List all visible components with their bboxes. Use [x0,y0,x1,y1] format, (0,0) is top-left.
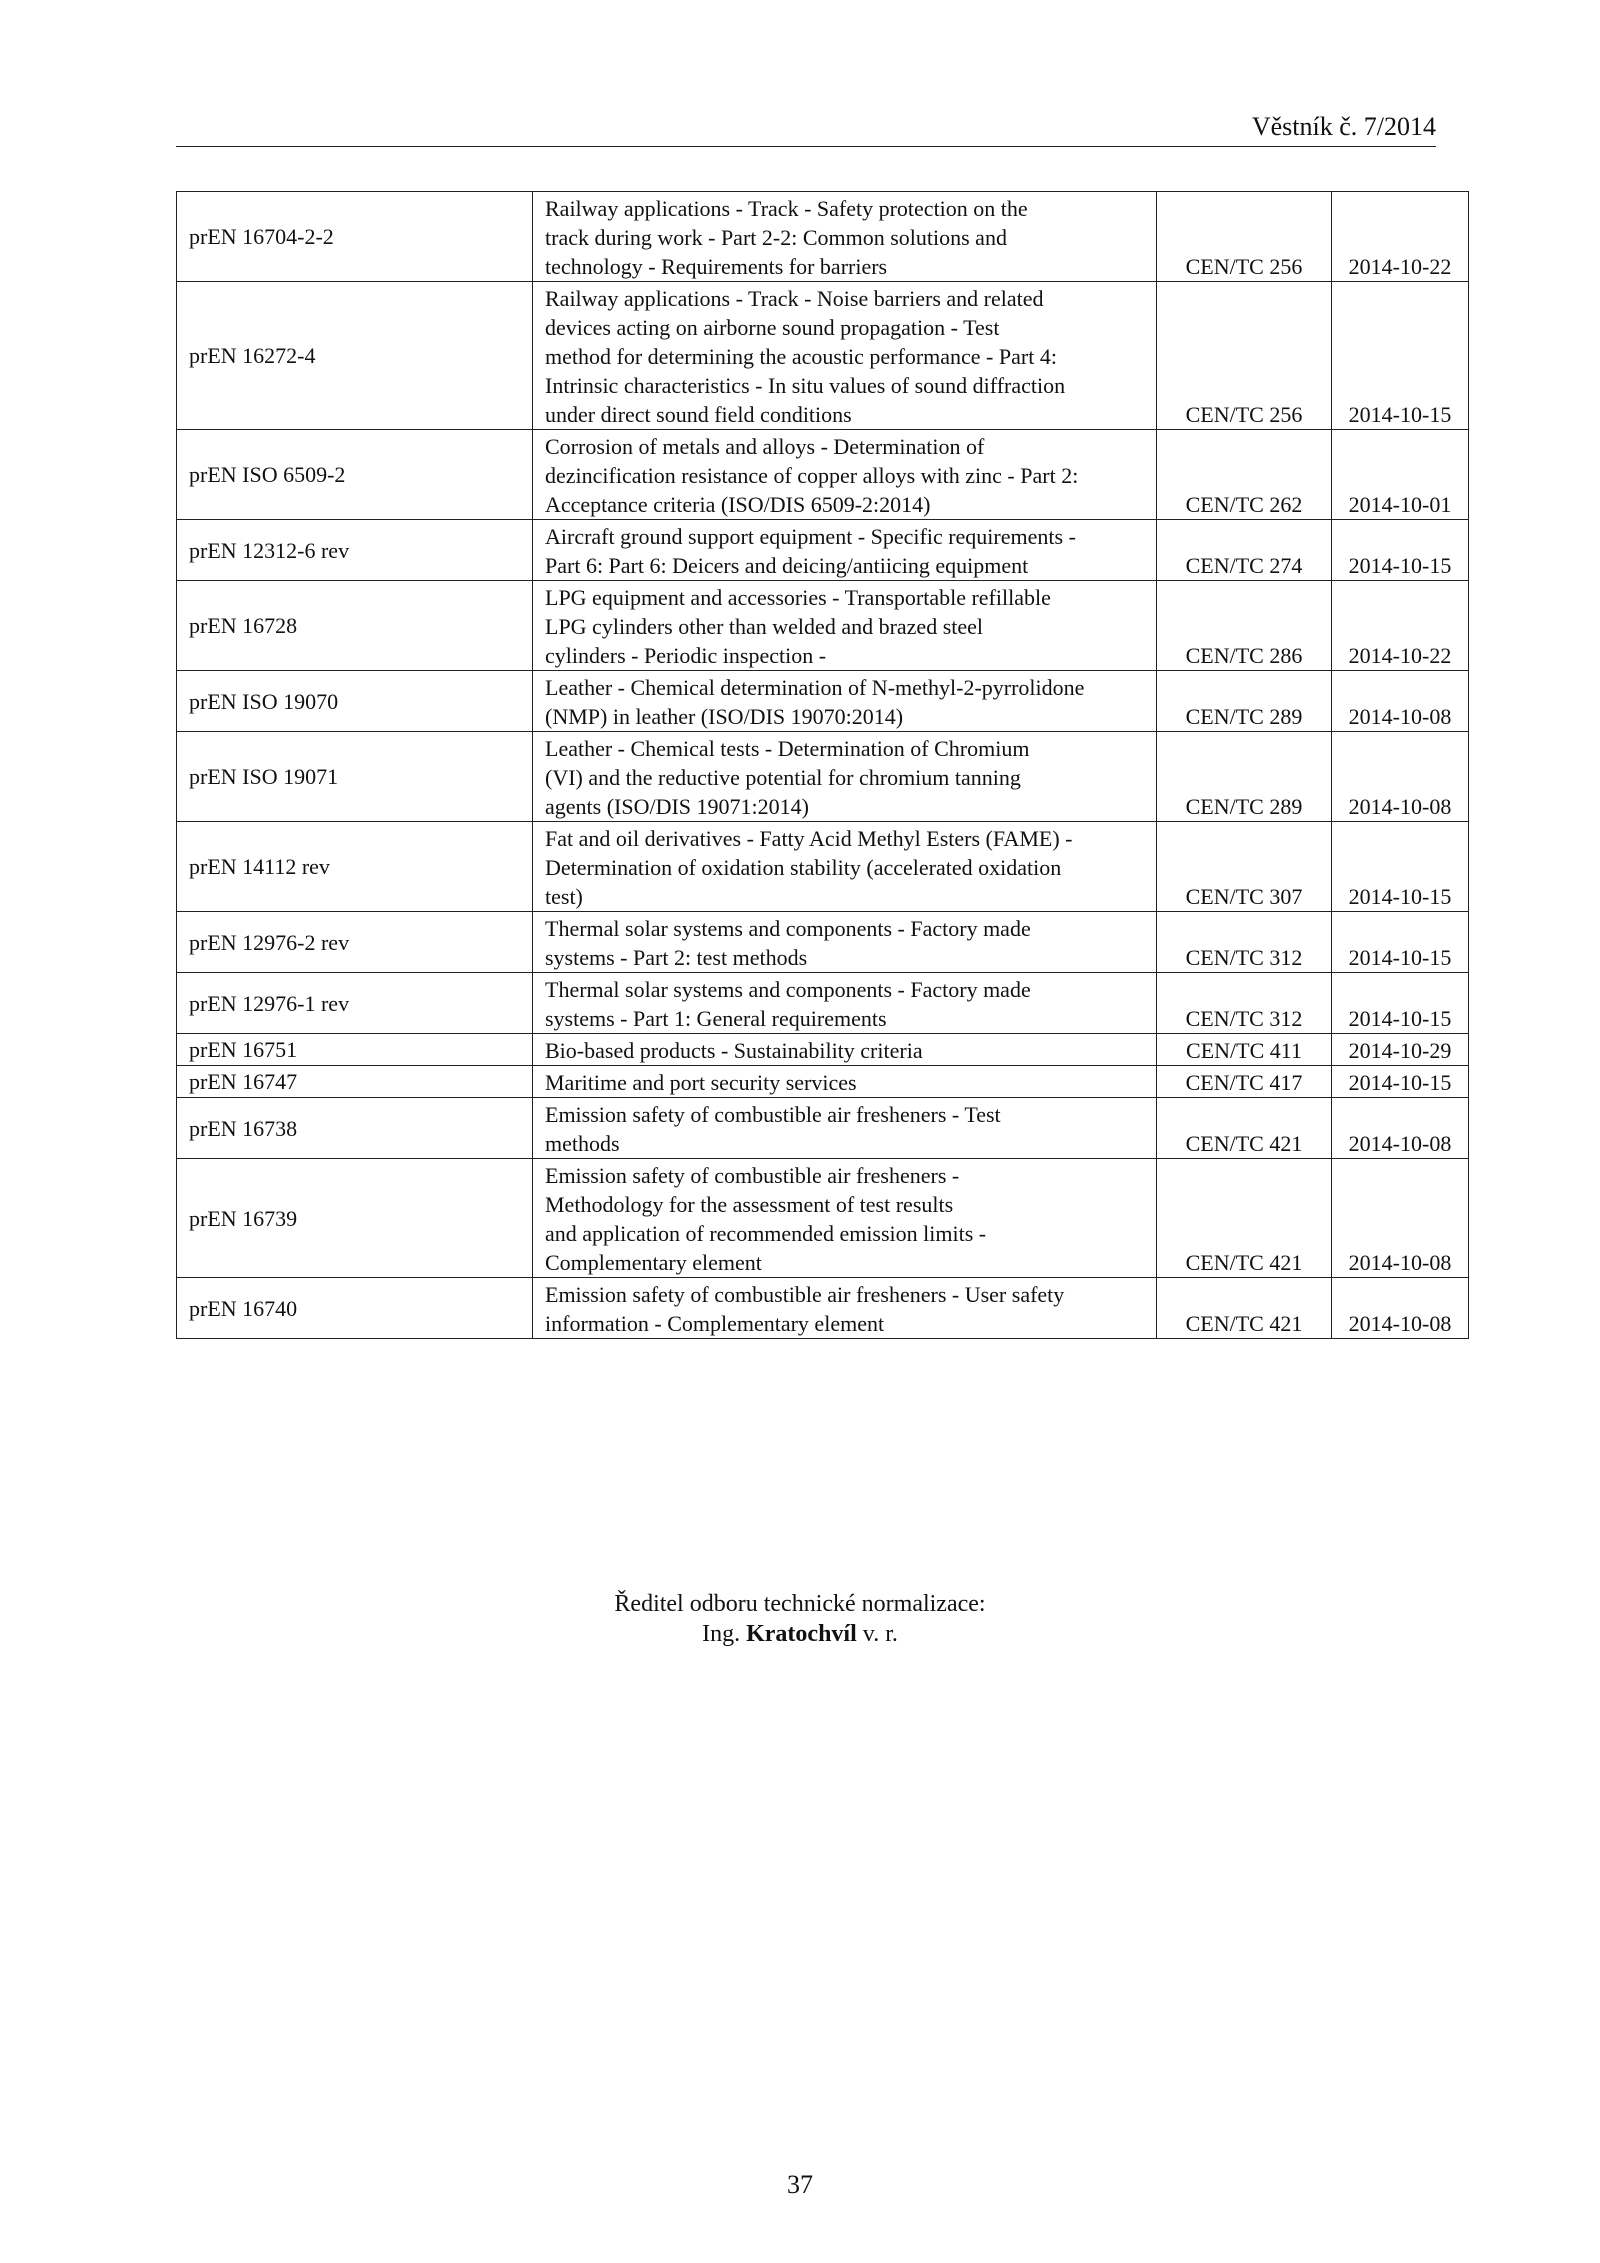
standard-title [533,732,1157,822]
standard-title-line: systems - Part 2: test methods [545,945,808,970]
standard-title [533,581,1157,671]
standard-title-line: systems - Part 1: General requirements [545,1006,887,1031]
table-row [177,192,1469,282]
comment-deadline: 2014-10-15 [1332,1066,1469,1098]
standard-title [533,1034,1157,1066]
standard-title-line: Maritime and port security services [545,1070,857,1095]
table-row [177,732,1469,822]
standard-title-line: dezincification resistance of copper alloys with zinc - Part 2: [545,463,1079,488]
technical-committee: CEN/TC 312 [1157,973,1332,1034]
standard-title-line: Emission safety of combustible air fresheners - User safety [545,1282,1065,1307]
standard-title-line: Leather - Chemical determination of N-methyl-2-pyrrolidone [545,675,1085,700]
standard-title [533,1098,1157,1159]
standards-table-body [177,192,1469,1339]
technical-committee: CEN/TC 307 [1157,822,1332,912]
standard-title-line: (VI) and the reductive potential for chromium tanning [545,765,1021,790]
technical-committee: CEN/TC 421 [1157,1278,1332,1339]
table-row [177,1098,1469,1159]
technical-committee: CEN/TC 421 [1157,1159,1332,1278]
table-row [177,1278,1469,1339]
table-row [177,973,1469,1034]
standard-id: prEN ISO 19070 [177,671,533,732]
standard-title-line: cylinders - Periodic inspection - [545,643,827,668]
journal-issue: Věstník č. 7/2014 [1251,112,1436,141]
table-row [177,282,1469,430]
standard-id: prEN 16751 [177,1034,533,1066]
standard-id: prEN 12312-6 rev [177,520,533,581]
standard-title-line: test) [545,884,583,909]
standard-id: prEN 12976-2 rev [177,912,533,973]
standard-title-line: Railway applications - Track - Safety protection on the [545,196,1028,221]
technical-committee: CEN/TC 286 [1157,581,1332,671]
standard-title-line: agents (ISO/DIS 19071:2014) [545,794,809,819]
standard-title-line: methods [545,1131,620,1156]
table-row [177,581,1469,671]
standard-title [533,671,1157,732]
standard-id: prEN ISO 19071 [177,732,533,822]
signature-title: Ředitel odboru technické normalizace: [614,1591,986,1617]
standard-title-line: Acceptance criteria (ISO/DIS 6509-2:2014) [545,492,931,517]
standard-id: prEN 16272-4 [177,282,533,430]
standard-title-line: Thermal solar systems and components - Factory made [545,916,1031,941]
comment-deadline: 2014-10-08 [1332,1098,1469,1159]
technical-committee: CEN/TC 417 [1157,1066,1332,1098]
standard-title-line: LPG cylinders other than welded and brazed steel [545,614,984,639]
standard-id: prEN 16747 [177,1066,533,1098]
technical-committee: CEN/TC 421 [1157,1098,1332,1159]
signature-name-line [0,1619,1600,1649]
standard-title-line: Fat and oil derivatives - Fatty Acid Methyl Esters (FAME) - [545,826,1073,851]
standard-title-line: LPG equipment and accessories - Transportable refillable [545,585,1051,610]
standard-title [533,520,1157,581]
standard-id: prEN 16740 [177,1278,533,1339]
technical-committee: CEN/TC 289 [1157,671,1332,732]
standard-title [533,1159,1157,1278]
standard-title [533,912,1157,973]
standard-title-line: information - Complementary element [545,1311,885,1336]
comment-deadline: 2014-10-08 [1332,732,1469,822]
standard-id: prEN 14112 rev [177,822,533,912]
technical-committee: CEN/TC 289 [1157,732,1332,822]
signature-prefix: Ing. [702,1621,741,1647]
standard-id: prEN 12976-1 rev [177,973,533,1034]
standard-title-line: Complementary element [545,1250,762,1275]
standard-title-line: and application of recommended emission limits - [545,1221,987,1246]
standard-title-line: under direct sound field conditions [545,402,852,427]
standard-id: prEN ISO 6509-2 [177,430,533,520]
table-row [177,1159,1469,1278]
standard-title-line: (NMP) in leather (ISO/DIS 19070:2014) [545,704,904,729]
table-row [177,822,1469,912]
comment-deadline: 2014-10-08 [1332,1159,1469,1278]
standard-title-line: Methodology for the assessment of test results [545,1192,954,1217]
table-row [177,1034,1469,1066]
standard-title-line: method for determining the acoustic performance - Part 4: [545,344,1057,369]
standard-title [533,973,1157,1034]
technical-committee: CEN/TC 411 [1157,1034,1332,1066]
standard-id: prEN 16728 [177,581,533,671]
table-row [177,520,1469,581]
table-row [177,1066,1469,1098]
standard-title [533,1278,1157,1339]
standard-id: prEN 16739 [177,1159,533,1278]
technical-committee: CEN/TC 256 [1157,192,1332,282]
comment-deadline: 2014-10-08 [1332,1278,1469,1339]
standard-title-line: Determination of oxidation stability (accelerated oxidation [545,855,1062,880]
standard-title-line: Intrinsic characteristics - In situ values of sound diffraction [545,373,1066,398]
standard-title-line: Aircraft ground support equipment - Specific requirements - [545,524,1076,549]
standard-title-line: Railway applications - Track - Noise barriers and related [545,286,1044,311]
technical-committee: CEN/TC 274 [1157,520,1332,581]
table-row [177,671,1469,732]
standard-title-line: technology - Requirements for barriers [545,254,888,279]
comment-deadline: 2014-10-15 [1332,282,1469,430]
technical-committee: CEN/TC 256 [1157,282,1332,430]
table-row [177,912,1469,973]
comment-deadline: 2014-10-08 [1332,671,1469,732]
signature-block [0,1589,1600,1649]
standard-title [533,430,1157,520]
standard-id: prEN 16704-2-2 [177,192,533,282]
comment-deadline: 2014-10-15 [1332,520,1469,581]
comment-deadline: 2014-10-22 [1332,581,1469,671]
comment-deadline: 2014-10-22 [1332,192,1469,282]
standard-title-line: devices acting on airborne sound propagation - Test [545,315,1000,340]
technical-committee: CEN/TC 312 [1157,912,1332,973]
standard-title-line: Emission safety of combustible air fresheners - [545,1163,960,1188]
signature-suffix: v. r. [862,1621,898,1647]
comment-deadline: 2014-10-29 [1332,1034,1469,1066]
signature-name: Kratochvíl [746,1621,857,1647]
standard-title-line: Leather - Chemical tests - Determination of Chromium [545,736,1030,761]
table-row [177,430,1469,520]
standard-title [533,282,1157,430]
standard-title-line: Emission safety of combustible air fresheners - Test [545,1102,1001,1127]
standard-title-line: track during work - Part 2-2: Common solutions and [545,225,1007,250]
standard-title-line: Thermal solar systems and components - Factory made [545,977,1031,1002]
technical-committee: CEN/TC 262 [1157,430,1332,520]
page-header [176,110,1436,147]
standard-title [533,1066,1157,1098]
standard-title [533,822,1157,912]
page-number: 37 [787,2170,813,2199]
standard-title [533,192,1157,282]
comment-deadline: 2014-10-15 [1332,912,1469,973]
standards-table [176,191,1469,1339]
standard-id: prEN 16738 [177,1098,533,1159]
comment-deadline: 2014-10-15 [1332,822,1469,912]
standard-title-line: Part 6: Part 6: Deicers and deicing/antiicing equipment [545,553,1029,578]
standard-title-line: Corrosion of metals and alloys - Determination of [545,434,985,459]
standard-title-line: Bio-based products - Sustainability criteria [545,1038,923,1063]
comment-deadline: 2014-10-15 [1332,973,1469,1034]
comment-deadline: 2014-10-01 [1332,430,1469,520]
